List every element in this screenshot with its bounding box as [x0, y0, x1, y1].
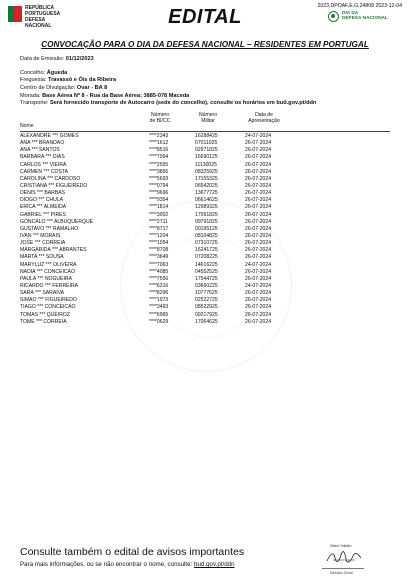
table-body	[20, 133, 390, 326]
signature-line	[322, 568, 364, 569]
cell-data: 26-07-2024	[245, 240, 272, 247]
cell-bi: ****2343	[149, 133, 169, 139]
table-row	[20, 240, 390, 247]
cell-data: 24-07-2024	[245, 282, 272, 289]
table-row	[20, 204, 390, 211]
table-row	[20, 147, 390, 154]
cell-nome: RICARDO *** FERREIRA	[20, 282, 79, 289]
cell-nome: SIMAO *** FIGUEIREDO	[20, 297, 77, 304]
cell-bi: ****3493	[149, 304, 169, 311]
cell-nome: CARMEN *** COSTA	[20, 168, 69, 175]
cell-bi: ****1612	[149, 140, 169, 147]
cell-bi: ****2711	[149, 218, 168, 225]
table-row	[20, 140, 390, 147]
cell-nome: CAROLINA *** CARDOSO	[20, 175, 81, 182]
cell-bi: ****6316	[149, 282, 169, 289]
cell-data: 24-07-2024	[245, 133, 272, 139]
cell-militar: 11130025	[195, 161, 217, 168]
cell-nome: SARA *** SARAIVA	[20, 290, 65, 297]
cell-bi: ****6965	[149, 311, 169, 318]
cell-bi: ****9696	[149, 190, 169, 197]
cell-data: 26-07-2024	[245, 147, 272, 154]
cell-militar: 02971825	[195, 147, 218, 154]
table-row	[20, 219, 390, 226]
cell-nome: ANA *** BRANDAO	[20, 140, 65, 147]
ddn-link[interactable]: bud.gov.pt/ddn	[194, 561, 235, 568]
document-reference: 2023,DPOAF,E,G,24808 2023-12-04	[317, 3, 402, 9]
table-row	[20, 269, 390, 276]
cell-data: 26-07-2024	[245, 204, 272, 211]
cell-data: 26-07-2024	[245, 197, 272, 204]
cell-data: 26-07-2024	[245, 218, 272, 225]
cell-militar: 14616225	[195, 261, 218, 268]
cell-bi: ****0794	[149, 182, 169, 189]
cell-bi: ****7063	[149, 261, 169, 268]
cell-data: 26-07-2024	[245, 168, 272, 175]
cell-data: 26-07-2024	[245, 254, 272, 261]
cell-data: 26-07-2024	[245, 311, 272, 318]
table-row	[20, 133, 390, 140]
cell-nome: MARTA *** SOUSA	[20, 254, 64, 261]
page-subtitle: CONVOCAÇÃO PARA O DIA DA DEFESA NACIONAL – RESIDENTES EM PORTUGAL	[41, 40, 369, 49]
cell-nome: GUSTAVO *** RAMALHO	[20, 225, 79, 232]
cell-militar: 16241725	[195, 247, 218, 254]
footer-info: Para mais informações, ou se não encontrar o nome, consulte: bud.gov.pt/ddn	[20, 561, 235, 568]
cell-bi: ****4085	[149, 268, 169, 275]
cell-data: 26-07-2024	[245, 297, 272, 304]
table-row	[20, 169, 390, 176]
table-row	[20, 212, 390, 219]
cell-nome: MARYLUZ *** OLIVEIRA	[20, 261, 77, 268]
cell-militar: 06542025	[195, 182, 218, 189]
table-row	[20, 290, 390, 297]
table-row	[20, 226, 390, 233]
header-bi: Número de BI/CC	[149, 112, 171, 124]
cell-militar: 07310725	[195, 240, 218, 247]
cell-bi: ****1814	[149, 204, 169, 211]
cell-nome: GABRIEL *** PIRES	[20, 211, 66, 218]
table-row	[20, 176, 390, 183]
table-row	[20, 233, 390, 240]
cell-militar: 16288425	[195, 133, 218, 139]
page-title: EDITAL	[168, 6, 242, 28]
cell-bi: ****1204	[149, 232, 169, 239]
cell-nome: TOME *** CORREIA	[20, 318, 67, 325]
cell-data: 26-07-2024	[245, 161, 272, 168]
cell-data: 26-07-2024	[245, 268, 272, 275]
cell-nome: IVAN *** MORAIS	[20, 232, 61, 239]
cell-nome: CARLOS *** VIEIRA	[20, 161, 67, 168]
cell-militar: 06614625	[195, 197, 218, 204]
cell-militar: 08522925	[195, 304, 218, 311]
logo-text: REPÚBLICA PORTUGUESA DEFESA NACIONAL	[25, 5, 61, 29]
table-row	[20, 297, 390, 304]
cell-militar: 17064625	[195, 318, 218, 325]
table-row	[20, 197, 390, 204]
cell-militar: 02522725	[195, 297, 218, 304]
signature-label: Visto/ Hábito	[330, 544, 352, 548]
morada: Morada: Base Aérea Nº 8 - Rua da Base Aérea; 3885-078 Maceda	[20, 93, 190, 99]
cell-data: 26-07-2024	[245, 190, 272, 197]
cell-data: 26-07-2024	[245, 290, 272, 297]
cell-data: 26-07-2024	[245, 140, 272, 147]
cell-militar: 07208225	[195, 254, 218, 261]
ddn-emblem-icon	[328, 11, 339, 22]
header-divider	[20, 131, 390, 132]
cell-data: 26-07-2024	[245, 247, 272, 254]
cell-militar: 08325925	[195, 168, 218, 175]
cell-data: 26-07-2024	[245, 182, 272, 189]
cell-militar: 13677725	[195, 190, 218, 197]
cell-bi: ****9354	[149, 197, 169, 204]
cell-data: 26-07-2024	[245, 304, 272, 311]
cell-data: 26-07-2024	[245, 318, 272, 325]
cell-nome: JOSE *** CORREIA	[20, 240, 66, 247]
cell-nome: PAULA *** NOGUEIRA	[20, 275, 72, 282]
cell-militar: 03660225	[195, 282, 218, 289]
signature-icon	[325, 550, 363, 564]
table-row	[20, 254, 390, 261]
cell-nome: TOMAS *** QUEIROZ	[20, 311, 71, 318]
emission-date: Data de Emissão: 01/12/2023	[20, 56, 94, 62]
cell-data: 26-07-2024	[245, 275, 272, 282]
cell-data: 26-07-2024	[245, 211, 272, 218]
cell-nome: ERICA *** ALMEIDA	[20, 204, 67, 211]
cell-militar: 17155325	[195, 175, 218, 182]
cell-militar: 17544725	[195, 275, 218, 282]
cell-bi: ****7556	[149, 275, 169, 282]
table-row	[20, 319, 390, 326]
signature-role: Director-Geral	[330, 571, 353, 575]
cell-bi: ****3002	[149, 211, 169, 218]
cell-bi: ****3649	[149, 254, 169, 261]
cell-militar: 08104825	[195, 232, 218, 239]
cell-militar: 12989325	[195, 204, 218, 211]
table-row	[20, 276, 390, 283]
table-row	[20, 312, 390, 319]
cell-militar: 04552525	[195, 268, 218, 275]
cell-data: 26-07-2024	[245, 232, 272, 239]
cell-militar: 07011025	[195, 140, 218, 147]
cell-bi: ****3856	[149, 168, 169, 175]
cell-bi: ****1973	[149, 297, 169, 304]
cell-bi: ****7954	[149, 154, 169, 161]
cell-bi: ****2555	[149, 161, 169, 168]
table-row	[20, 190, 390, 197]
cell-data: 26-07-2024	[245, 154, 272, 161]
table-row	[20, 262, 390, 269]
freguesia: Freguesia: Travassô e Óis da Ribeira	[20, 77, 117, 83]
cell-nome: NADIA *** CONCEICAO	[20, 268, 75, 275]
cell-bi: ****5693	[149, 175, 169, 182]
concelho: Concelho: Águeda	[20, 70, 68, 76]
cell-bi: ****8717	[149, 225, 169, 232]
cell-nome: ANA *** SANTOS	[20, 147, 60, 154]
footer-title: Consulte também o edital de avisos importantes	[20, 546, 245, 558]
cell-data: 26-07-2024	[245, 175, 272, 182]
cell-bi: ****8708	[149, 247, 169, 254]
cell-data: 24-07-2024	[245, 261, 272, 268]
table-row	[20, 247, 390, 254]
cell-nome: CRISTIANA *** FIGUEIREDO	[20, 182, 88, 189]
cell-militar: 09217925	[195, 311, 218, 318]
header-nome: Nome	[20, 123, 34, 129]
table-row	[20, 304, 390, 311]
centro-divulgacao: Centro de Divulgação: Ovar - BA 8	[20, 85, 108, 91]
header-militar: Número Militar	[198, 112, 218, 124]
cell-militar: 09791825	[195, 218, 218, 225]
cell-militar: 10777625	[195, 290, 218, 297]
cell-nome: DENIS *** BARBAS	[20, 190, 66, 197]
cell-militar: 00195125	[195, 225, 218, 232]
cell-nome: TIAGO *** CONCEICAO	[20, 304, 76, 311]
table-row	[20, 283, 390, 290]
cell-bi: ****8296	[149, 290, 169, 297]
transporte: Transporte: Será fornecido transporte de Autocarro (sede do concelho), consulte os horários em bud.gov.pt/ddn	[20, 100, 317, 106]
dia-defesa-nacional-logo: DIA DA DEFESA NACIONAL	[328, 10, 388, 24]
cell-nome: ALEXANDRE *** GOMES	[20, 133, 79, 139]
cell-nome: DIOGO *** CHULA	[20, 197, 64, 204]
table-row	[20, 154, 390, 161]
cell-militar: 16690125	[195, 154, 218, 161]
cell-data: 26-07-2024	[245, 225, 272, 232]
cell-nome: MARGARIDA *** ABRANTES	[20, 247, 87, 254]
header-data: Data de Apresentação	[248, 112, 280, 124]
cell-nome: GONCALO *** ALBUQUERQUE	[20, 218, 94, 225]
table-row	[20, 183, 390, 190]
table-row	[20, 162, 390, 169]
cell-nome: BARBARA *** DIAS	[20, 154, 65, 161]
cell-bi: ****1054	[149, 240, 169, 247]
cell-bi: ****0629	[149, 318, 169, 325]
cell-bi: ****8516	[149, 147, 169, 154]
cell-militar: 17091825	[195, 211, 218, 218]
